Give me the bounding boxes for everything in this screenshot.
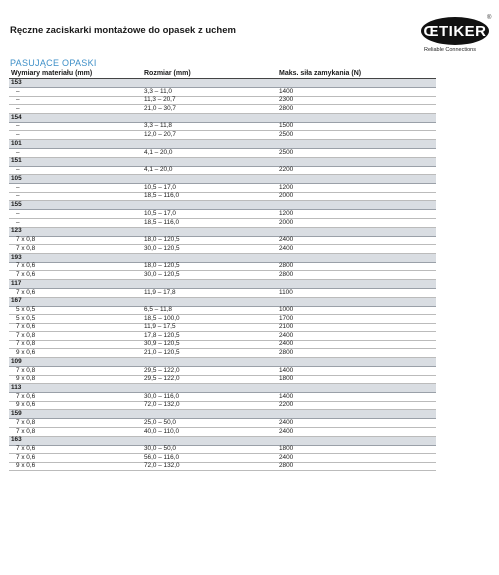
table-row: [9, 131, 436, 140]
cell-size: 4,1 – 20,0: [142, 148, 277, 157]
header-size: Rozmiar (mm): [142, 68, 277, 79]
group-header-row: [9, 410, 436, 419]
cell-material: 9 x 0,6: [9, 349, 142, 358]
cell-material: –: [9, 192, 142, 201]
table-row: [9, 122, 436, 131]
cell-material: 7 x 0,6: [9, 445, 142, 454]
table-row: [9, 315, 436, 324]
cell-force: 2500: [277, 148, 436, 157]
cell-material: 7 x 0,6: [9, 288, 142, 297]
cell-force: 1100: [277, 288, 436, 297]
group-name: 117: [9, 279, 436, 288]
cell-material: 7 x 0,6: [9, 393, 142, 402]
table-row: [9, 166, 436, 175]
cell-size: 10,5 – 17,0: [142, 210, 277, 219]
group-name: 105: [9, 175, 436, 184]
cell-force: 2800: [277, 349, 436, 358]
cell-size: 18,5 – 116,0: [142, 218, 277, 227]
cell-size: 3,3 – 11,0: [142, 88, 277, 97]
cell-material: 7 x 0,8: [9, 245, 142, 254]
group-name: 113: [9, 384, 436, 393]
group-header-row: [9, 279, 436, 288]
table-row: [9, 375, 436, 384]
cell-material: –: [9, 166, 142, 175]
table-row: [9, 454, 436, 463]
table-row: [9, 393, 436, 402]
cell-force: 1000: [277, 306, 436, 315]
cell-size: 29,5 – 122,0: [142, 367, 277, 376]
cell-force: 2400: [277, 245, 436, 254]
group-header-row: [9, 113, 436, 122]
cell-force: 1500: [277, 122, 436, 131]
cell-material: 7 x 0,6: [9, 271, 142, 280]
group-header-row: [9, 358, 436, 367]
cell-size: 12,0 – 20,7: [142, 131, 277, 140]
table-row: [9, 367, 436, 376]
group-name: 154: [9, 113, 436, 122]
cell-size: 40,0 – 110,0: [142, 428, 277, 437]
group-name: 163: [9, 436, 436, 445]
table-row: [9, 245, 436, 254]
cell-force: 2800: [277, 271, 436, 280]
table-row: [9, 88, 436, 97]
cell-force: 2300: [277, 96, 436, 105]
cell-material: 7 x 0,8: [9, 340, 142, 349]
group-name: 151: [9, 157, 436, 166]
cell-size: 18,5 – 116,0: [142, 192, 277, 201]
cell-force: 2400: [277, 332, 436, 341]
table-row: [9, 148, 436, 157]
group-header-row: [9, 79, 436, 88]
cell-material: –: [9, 88, 142, 97]
table-row: [9, 236, 436, 245]
cell-size: 17,8 – 120,5: [142, 332, 277, 341]
registered-mark: ®: [487, 15, 492, 21]
table-row: [9, 332, 436, 341]
group-name: 123: [9, 227, 436, 236]
cell-force: 2200: [277, 166, 436, 175]
cell-force: 1400: [277, 393, 436, 402]
cell-material: 7 x 0,6: [9, 454, 142, 463]
cell-force: 2100: [277, 323, 436, 332]
table-row: [9, 462, 436, 471]
cell-material: –: [9, 184, 142, 193]
cell-material: 7 x 0,8: [9, 236, 142, 245]
table-row: [9, 288, 436, 297]
cell-material: 7 x 0,8: [9, 419, 142, 428]
group-header-row: [9, 201, 436, 210]
cell-size: 4,1 – 20,0: [142, 166, 277, 175]
cell-size: 30,9 – 120,5: [142, 340, 277, 349]
cell-material: –: [9, 96, 142, 105]
cell-force: 2400: [277, 419, 436, 428]
group-header-row: [9, 175, 436, 184]
cell-force: 2200: [277, 401, 436, 410]
group-name: 109: [9, 358, 436, 367]
table-row: [9, 401, 436, 410]
cell-material: –: [9, 105, 142, 114]
oetiker-logo: [421, 17, 491, 53]
cell-force: 1200: [277, 184, 436, 193]
table-header-row: [9, 68, 436, 79]
table-row: [9, 419, 436, 428]
cell-force: 2000: [277, 192, 436, 201]
cell-material: –: [9, 148, 142, 157]
cell-size: 30,0 – 120,5: [142, 245, 277, 254]
group-header-row: [9, 253, 436, 262]
group-header-row: [9, 139, 436, 148]
cell-material: –: [9, 218, 142, 227]
cell-material: –: [9, 131, 142, 140]
cell-material: 7 x 0,6: [9, 323, 142, 332]
group-header-row: [9, 157, 436, 166]
cell-force: 1700: [277, 315, 436, 324]
cell-material: 7 x 0,8: [9, 332, 142, 341]
cell-size: 18,0 – 120,5: [142, 236, 277, 245]
cell-force: 2400: [277, 340, 436, 349]
cell-size: 18,5 – 100,0: [142, 315, 277, 324]
table-row: [9, 184, 436, 193]
cell-size: 30,0 – 120,5: [142, 271, 277, 280]
group-header-row: [9, 297, 436, 306]
header-material: Wymiary materiału (mm): [9, 68, 142, 79]
cell-force: 2500: [277, 131, 436, 140]
group-name: 153: [9, 79, 436, 88]
cell-size: 6,5 – 11,8: [142, 306, 277, 315]
page-title: Ręczne zaciskarki montażowe do opasek z uchem: [10, 25, 236, 36]
group-header-row: [9, 227, 436, 236]
cell-material: 7 x 0,8: [9, 428, 142, 437]
table-row: [9, 210, 436, 219]
cell-size: 72,0 – 132,0: [142, 401, 277, 410]
cell-size: 11,9 – 17,8: [142, 288, 277, 297]
cell-size: 29,5 – 122,0: [142, 375, 277, 384]
cell-material: 5 x 0,5: [9, 306, 142, 315]
table-row: [9, 218, 436, 227]
cell-size: 25,0 – 50,0: [142, 419, 277, 428]
cell-material: –: [9, 122, 142, 131]
table-row: [9, 192, 436, 201]
cell-force: 2800: [277, 262, 436, 271]
cell-size: 72,0 – 132,0: [142, 462, 277, 471]
cell-material: 7 x 0,8: [9, 367, 142, 376]
cell-material: 9 x 0,6: [9, 462, 142, 471]
table-row: [9, 262, 436, 271]
group-name: 155: [9, 201, 436, 210]
table-row: [9, 323, 436, 332]
table-row: [9, 445, 436, 454]
group-name: 193: [9, 253, 436, 262]
group-header-row: [9, 384, 436, 393]
cell-material: 7 x 0,6: [9, 262, 142, 271]
group-name: 159: [9, 410, 436, 419]
cell-force: 2800: [277, 105, 436, 114]
cell-force: 2400: [277, 428, 436, 437]
logo-tagline: Reliable Connections: [424, 47, 476, 53]
cell-force: 1400: [277, 367, 436, 376]
table-row: [9, 105, 436, 114]
cell-force: 1200: [277, 210, 436, 219]
table-row: [9, 428, 436, 437]
group-name: 101: [9, 139, 436, 148]
table-row: [9, 349, 436, 358]
cell-size: 18,0 – 120,5: [142, 262, 277, 271]
cell-size: 21,0 – 30,7: [142, 105, 277, 114]
header-force: Maks. siła zamykania (N): [277, 68, 436, 79]
cell-size: 56,0 – 116,0: [142, 454, 277, 463]
table-row: [9, 271, 436, 280]
group-name: 167: [9, 297, 436, 306]
section-title: PASUJĄCE OPASKI: [10, 58, 97, 68]
table-row: [9, 96, 436, 105]
cell-force: 2800: [277, 462, 436, 471]
cell-force: 1400: [277, 88, 436, 97]
cell-size: 10,5 – 17,0: [142, 184, 277, 193]
table-row: [9, 340, 436, 349]
cell-force: 1800: [277, 445, 436, 454]
cell-force: 2400: [277, 454, 436, 463]
logo-wordmark: ŒTIKER: [421, 17, 489, 45]
cell-size: 3,3 – 11,8: [142, 122, 277, 131]
group-header-row: [9, 436, 436, 445]
clamp-table: [9, 68, 436, 471]
table-row: [9, 306, 436, 315]
cell-material: 9 x 0,6: [9, 401, 142, 410]
cell-size: 11,3 – 20,7: [142, 96, 277, 105]
cell-size: 21,0 – 120,5: [142, 349, 277, 358]
cell-size: 30,0 – 116,0: [142, 393, 277, 402]
cell-force: 2400: [277, 236, 436, 245]
cell-force: 1800: [277, 375, 436, 384]
cell-material: 5 x 0,5: [9, 315, 142, 324]
cell-size: 30,0 – 50,0: [142, 445, 277, 454]
cell-material: 9 x 0,8: [9, 375, 142, 384]
cell-force: 2000: [277, 218, 436, 227]
cell-size: 11,9 – 17,5: [142, 323, 277, 332]
cell-material: –: [9, 210, 142, 219]
